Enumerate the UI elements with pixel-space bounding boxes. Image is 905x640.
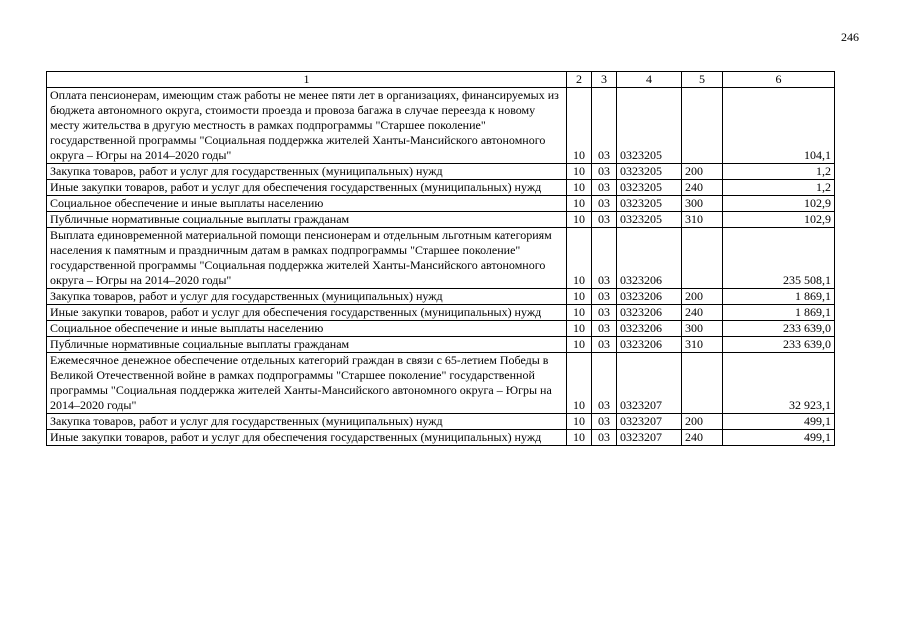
row-amount: 235 508,1: [723, 228, 835, 289]
table-row: [47, 321, 835, 337]
table-header-row: [47, 72, 835, 88]
row-description: Иные закупки товаров, работ и услуг для обеспечения государственных (муниципальных) нужд: [47, 180, 567, 196]
row-subsection-code: 03: [592, 88, 617, 164]
row-section-code: 10: [567, 88, 592, 164]
row-subsection-code: 03: [592, 414, 617, 430]
row-amount: 1,2: [723, 164, 835, 180]
row-description: Закупка товаров, работ и услуг для государственных (муниципальных) нужд: [47, 164, 567, 180]
row-expense-type: 200: [682, 414, 723, 430]
column-header: 6: [723, 72, 835, 88]
row-expense-type: [682, 353, 723, 414]
row-expense-type: [682, 88, 723, 164]
table-row: [47, 430, 835, 446]
row-target-article: 0323207: [617, 353, 682, 414]
table-row: [47, 337, 835, 353]
row-subsection-code: 03: [592, 321, 617, 337]
row-description: Ежемесячное денежное обеспечение отдельных категорий граждан в связи с 65-летием Победы в Великой Отечественной войне в рамках подпрограммы "Старшее поколение" государственной программы "Социальная поддержка жителей Ханты-Мансийского автономного округа – Югры на 2014–2020 годы": [47, 353, 567, 414]
row-subsection-code: 03: [592, 164, 617, 180]
row-subsection-code: 03: [592, 337, 617, 353]
row-target-article: 0323205: [617, 88, 682, 164]
row-expense-type: 240: [682, 180, 723, 196]
row-amount: 104,1: [723, 88, 835, 164]
row-amount: 233 639,0: [723, 337, 835, 353]
row-description: Социальное обеспечение и иные выплаты населению: [47, 196, 567, 212]
table-row: [47, 196, 835, 212]
table-row: [47, 88, 835, 164]
row-section-code: 10: [567, 430, 592, 446]
row-description: Выплата единовременной материальной помощи пенсионерам и отдельным льготным категориям населения к памятным и праздничным датам в рамках подпрограммы "Старшее поколение" государственной программы "Социальная поддержка жителей Ханты-Мансийского автономного округа – Югры на 2014–2020 годы": [47, 228, 567, 289]
row-expense-type: 200: [682, 289, 723, 305]
row-target-article: 0323205: [617, 212, 682, 228]
page-number: 246: [841, 30, 859, 44]
row-section-code: 10: [567, 337, 592, 353]
row-expense-type: [682, 228, 723, 289]
row-section-code: 10: [567, 289, 592, 305]
row-expense-type: 240: [682, 305, 723, 321]
row-target-article: 0323206: [617, 321, 682, 337]
row-target-article: 0323205: [617, 196, 682, 212]
row-subsection-code: 03: [592, 196, 617, 212]
row-section-code: 10: [567, 305, 592, 321]
table-row: [47, 228, 835, 289]
row-section-code: 10: [567, 196, 592, 212]
budget-table: [46, 71, 835, 446]
row-target-article: 0323207: [617, 414, 682, 430]
row-target-article: 0323205: [617, 180, 682, 196]
row-section-code: 10: [567, 180, 592, 196]
table-row: [47, 305, 835, 321]
row-section-code: 10: [567, 212, 592, 228]
row-amount: 102,9: [723, 212, 835, 228]
row-subsection-code: 03: [592, 353, 617, 414]
column-header: 5: [682, 72, 723, 88]
row-target-article: 0323206: [617, 228, 682, 289]
row-amount: 102,9: [723, 196, 835, 212]
row-target-article: 0323206: [617, 289, 682, 305]
row-description: Оплата пенсионерам, имеющим стаж работы не менее пяти лет в организациях, финансируемых из бюджета автономного округа, стоимости проезда и провоза багажа в случае переезда к новому месту жительства в другую местность в рамках подпрограммы "Старшее поколение" государственной программы "Социальная поддержка жителей Ханты-Мансийского автономного округа – Югры на 2014–2020 годы": [47, 88, 567, 164]
row-target-article: 0323205: [617, 164, 682, 180]
row-subsection-code: 03: [592, 430, 617, 446]
table-row: [47, 212, 835, 228]
row-section-code: 10: [567, 164, 592, 180]
row-amount: 499,1: [723, 430, 835, 446]
row-subsection-code: 03: [592, 228, 617, 289]
row-expense-type: 300: [682, 196, 723, 212]
row-expense-type: 300: [682, 321, 723, 337]
row-amount: 233 639,0: [723, 321, 835, 337]
column-header: 3: [592, 72, 617, 88]
row-section-code: 10: [567, 228, 592, 289]
row-target-article: 0323206: [617, 305, 682, 321]
row-description: Иные закупки товаров, работ и услуг для обеспечения государственных (муниципальных) нужд: [47, 430, 567, 446]
table-row: [47, 180, 835, 196]
column-header: 1: [47, 72, 567, 88]
row-subsection-code: 03: [592, 212, 617, 228]
column-header: 4: [617, 72, 682, 88]
row-description: Закупка товаров, работ и услуг для государственных (муниципальных) нужд: [47, 414, 567, 430]
row-section-code: 10: [567, 414, 592, 430]
row-description: Социальное обеспечение и иные выплаты населению: [47, 321, 567, 337]
row-expense-type: 200: [682, 164, 723, 180]
row-expense-type: 240: [682, 430, 723, 446]
row-amount: 32 923,1: [723, 353, 835, 414]
row-amount: 1 869,1: [723, 289, 835, 305]
row-expense-type: 310: [682, 337, 723, 353]
row-description: Публичные нормативные социальные выплаты гражданам: [47, 337, 567, 353]
row-subsection-code: 03: [592, 289, 617, 305]
table-row: [47, 414, 835, 430]
column-header: 2: [567, 72, 592, 88]
row-amount: 1 869,1: [723, 305, 835, 321]
row-amount: 499,1: [723, 414, 835, 430]
row-subsection-code: 03: [592, 180, 617, 196]
table-row: [47, 289, 835, 305]
row-expense-type: 310: [682, 212, 723, 228]
row-amount: 1,2: [723, 180, 835, 196]
table-row: [47, 353, 835, 414]
row-description: Публичные нормативные социальные выплаты гражданам: [47, 212, 567, 228]
row-section-code: 10: [567, 353, 592, 414]
table-row: [47, 164, 835, 180]
row-target-article: 0323206: [617, 337, 682, 353]
row-subsection-code: 03: [592, 305, 617, 321]
table-body: [47, 88, 835, 446]
row-description: Иные закупки товаров, работ и услуг для обеспечения государственных (муниципальных) нужд: [47, 305, 567, 321]
row-description: Закупка товаров, работ и услуг для государственных (муниципальных) нужд: [47, 289, 567, 305]
row-target-article: 0323207: [617, 430, 682, 446]
row-section-code: 10: [567, 321, 592, 337]
